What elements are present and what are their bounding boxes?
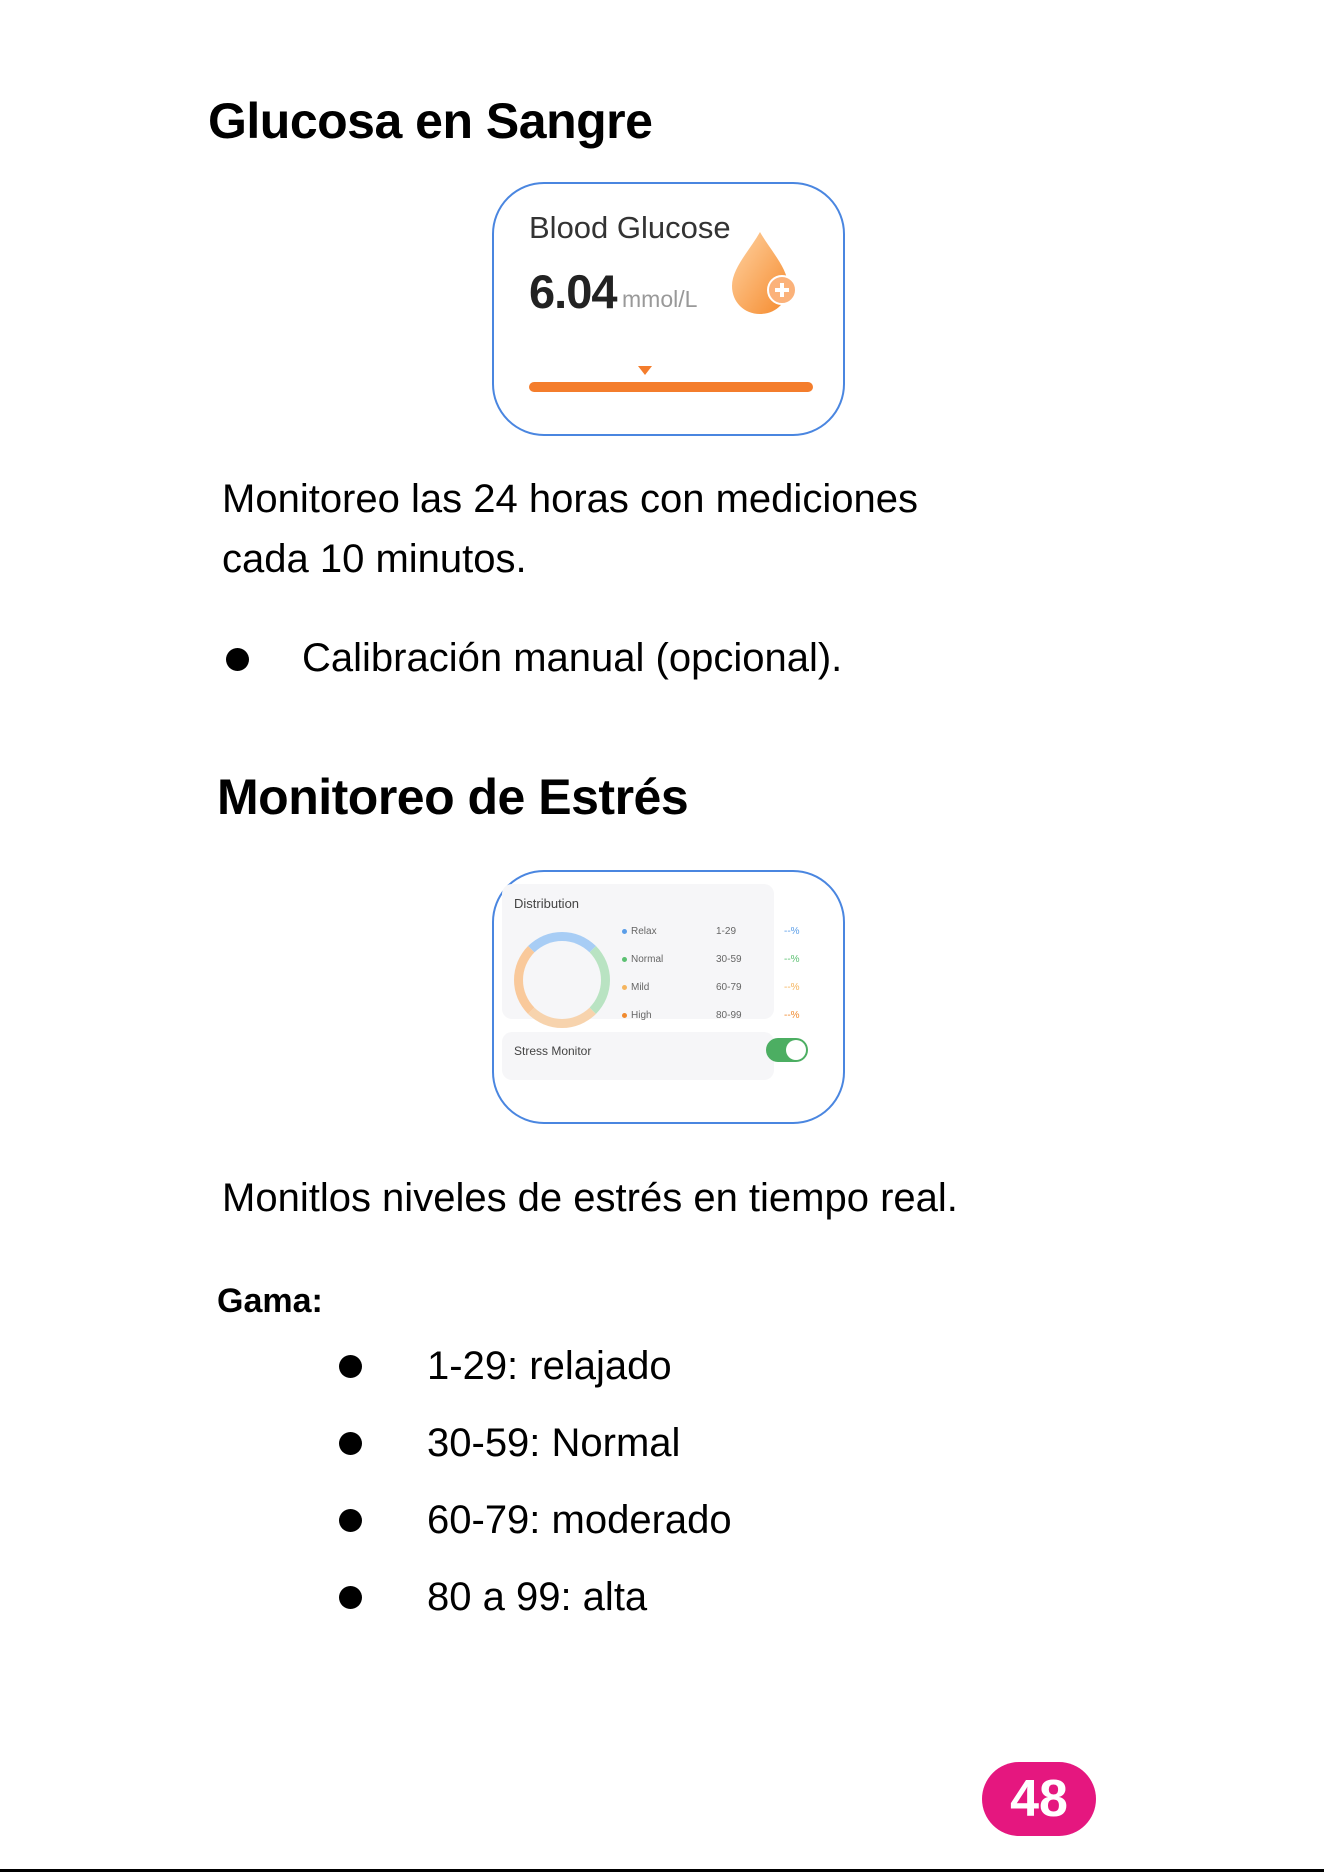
range-item: 80 a 99: alta	[427, 1575, 648, 1619]
page-number-badge: 48	[982, 1762, 1096, 1836]
list-item: Calibración manual (opcional).	[302, 636, 843, 680]
toggle-knob	[786, 1040, 806, 1060]
legend-range: 30-59	[716, 954, 742, 965]
range-item: 30-59: Normal	[427, 1421, 681, 1465]
description-line-1: Monitoreo las 24 horas con mediciones	[222, 477, 918, 521]
legend-item	[622, 1010, 652, 1021]
glucose-value: 6.04	[529, 265, 617, 318]
legend-item	[622, 954, 663, 965]
legend-dot	[622, 957, 627, 962]
bullet	[339, 1432, 362, 1455]
legend-item	[622, 926, 657, 937]
distribution-title: Distribution	[514, 896, 580, 911]
stress-card	[492, 870, 845, 1124]
legend-range: 60-79	[716, 982, 742, 993]
section-heading-stress: Monitoreo de Estrés	[217, 769, 689, 825]
bullet	[339, 1355, 362, 1378]
range-item: 1-29: relajado	[427, 1344, 672, 1388]
legend-label: High	[631, 1010, 652, 1021]
legend-range: 80-99	[716, 1010, 742, 1021]
bullet	[226, 648, 249, 671]
range-item: 60-79: moderado	[427, 1498, 732, 1542]
blood-drop-plus-icon	[726, 228, 806, 318]
level-marker	[638, 366, 652, 375]
distribution-ring-chart	[514, 932, 610, 1028]
legend-percent: --%	[784, 954, 800, 965]
card-title: Blood Glucose	[529, 210, 731, 245]
description-line-2: cada 10 minutos.	[222, 537, 527, 581]
legend-percent: --%	[784, 982, 800, 993]
legend-label: Mild	[631, 982, 650, 993]
section-heading-blood-glucose: Glucosa en Sangre	[208, 93, 653, 149]
legend-percent: --%	[784, 926, 800, 937]
legend-range: 1-29	[716, 926, 737, 937]
level-bar	[529, 382, 813, 392]
bullet	[339, 1509, 362, 1532]
stress-monitor-toggle[interactable]	[766, 1038, 808, 1062]
stress-description: Monitlos niveles de estrés en tiempo real.	[222, 1176, 958, 1220]
stress-monitor-label: Stress Monitor	[514, 1044, 592, 1058]
glucose-unit: mmol/L	[622, 286, 698, 312]
legend-label: Relax	[631, 926, 657, 937]
legend-dot	[622, 1013, 627, 1018]
legend-dot	[622, 985, 627, 990]
bullet	[339, 1586, 362, 1609]
legend-item	[622, 982, 649, 993]
legend-dot	[622, 929, 627, 934]
legend-percent: --%	[784, 1010, 800, 1021]
range-heading: Gama:	[217, 1282, 323, 1320]
blood-glucose-card	[492, 182, 845, 436]
legend-label: Normal	[631, 954, 664, 965]
